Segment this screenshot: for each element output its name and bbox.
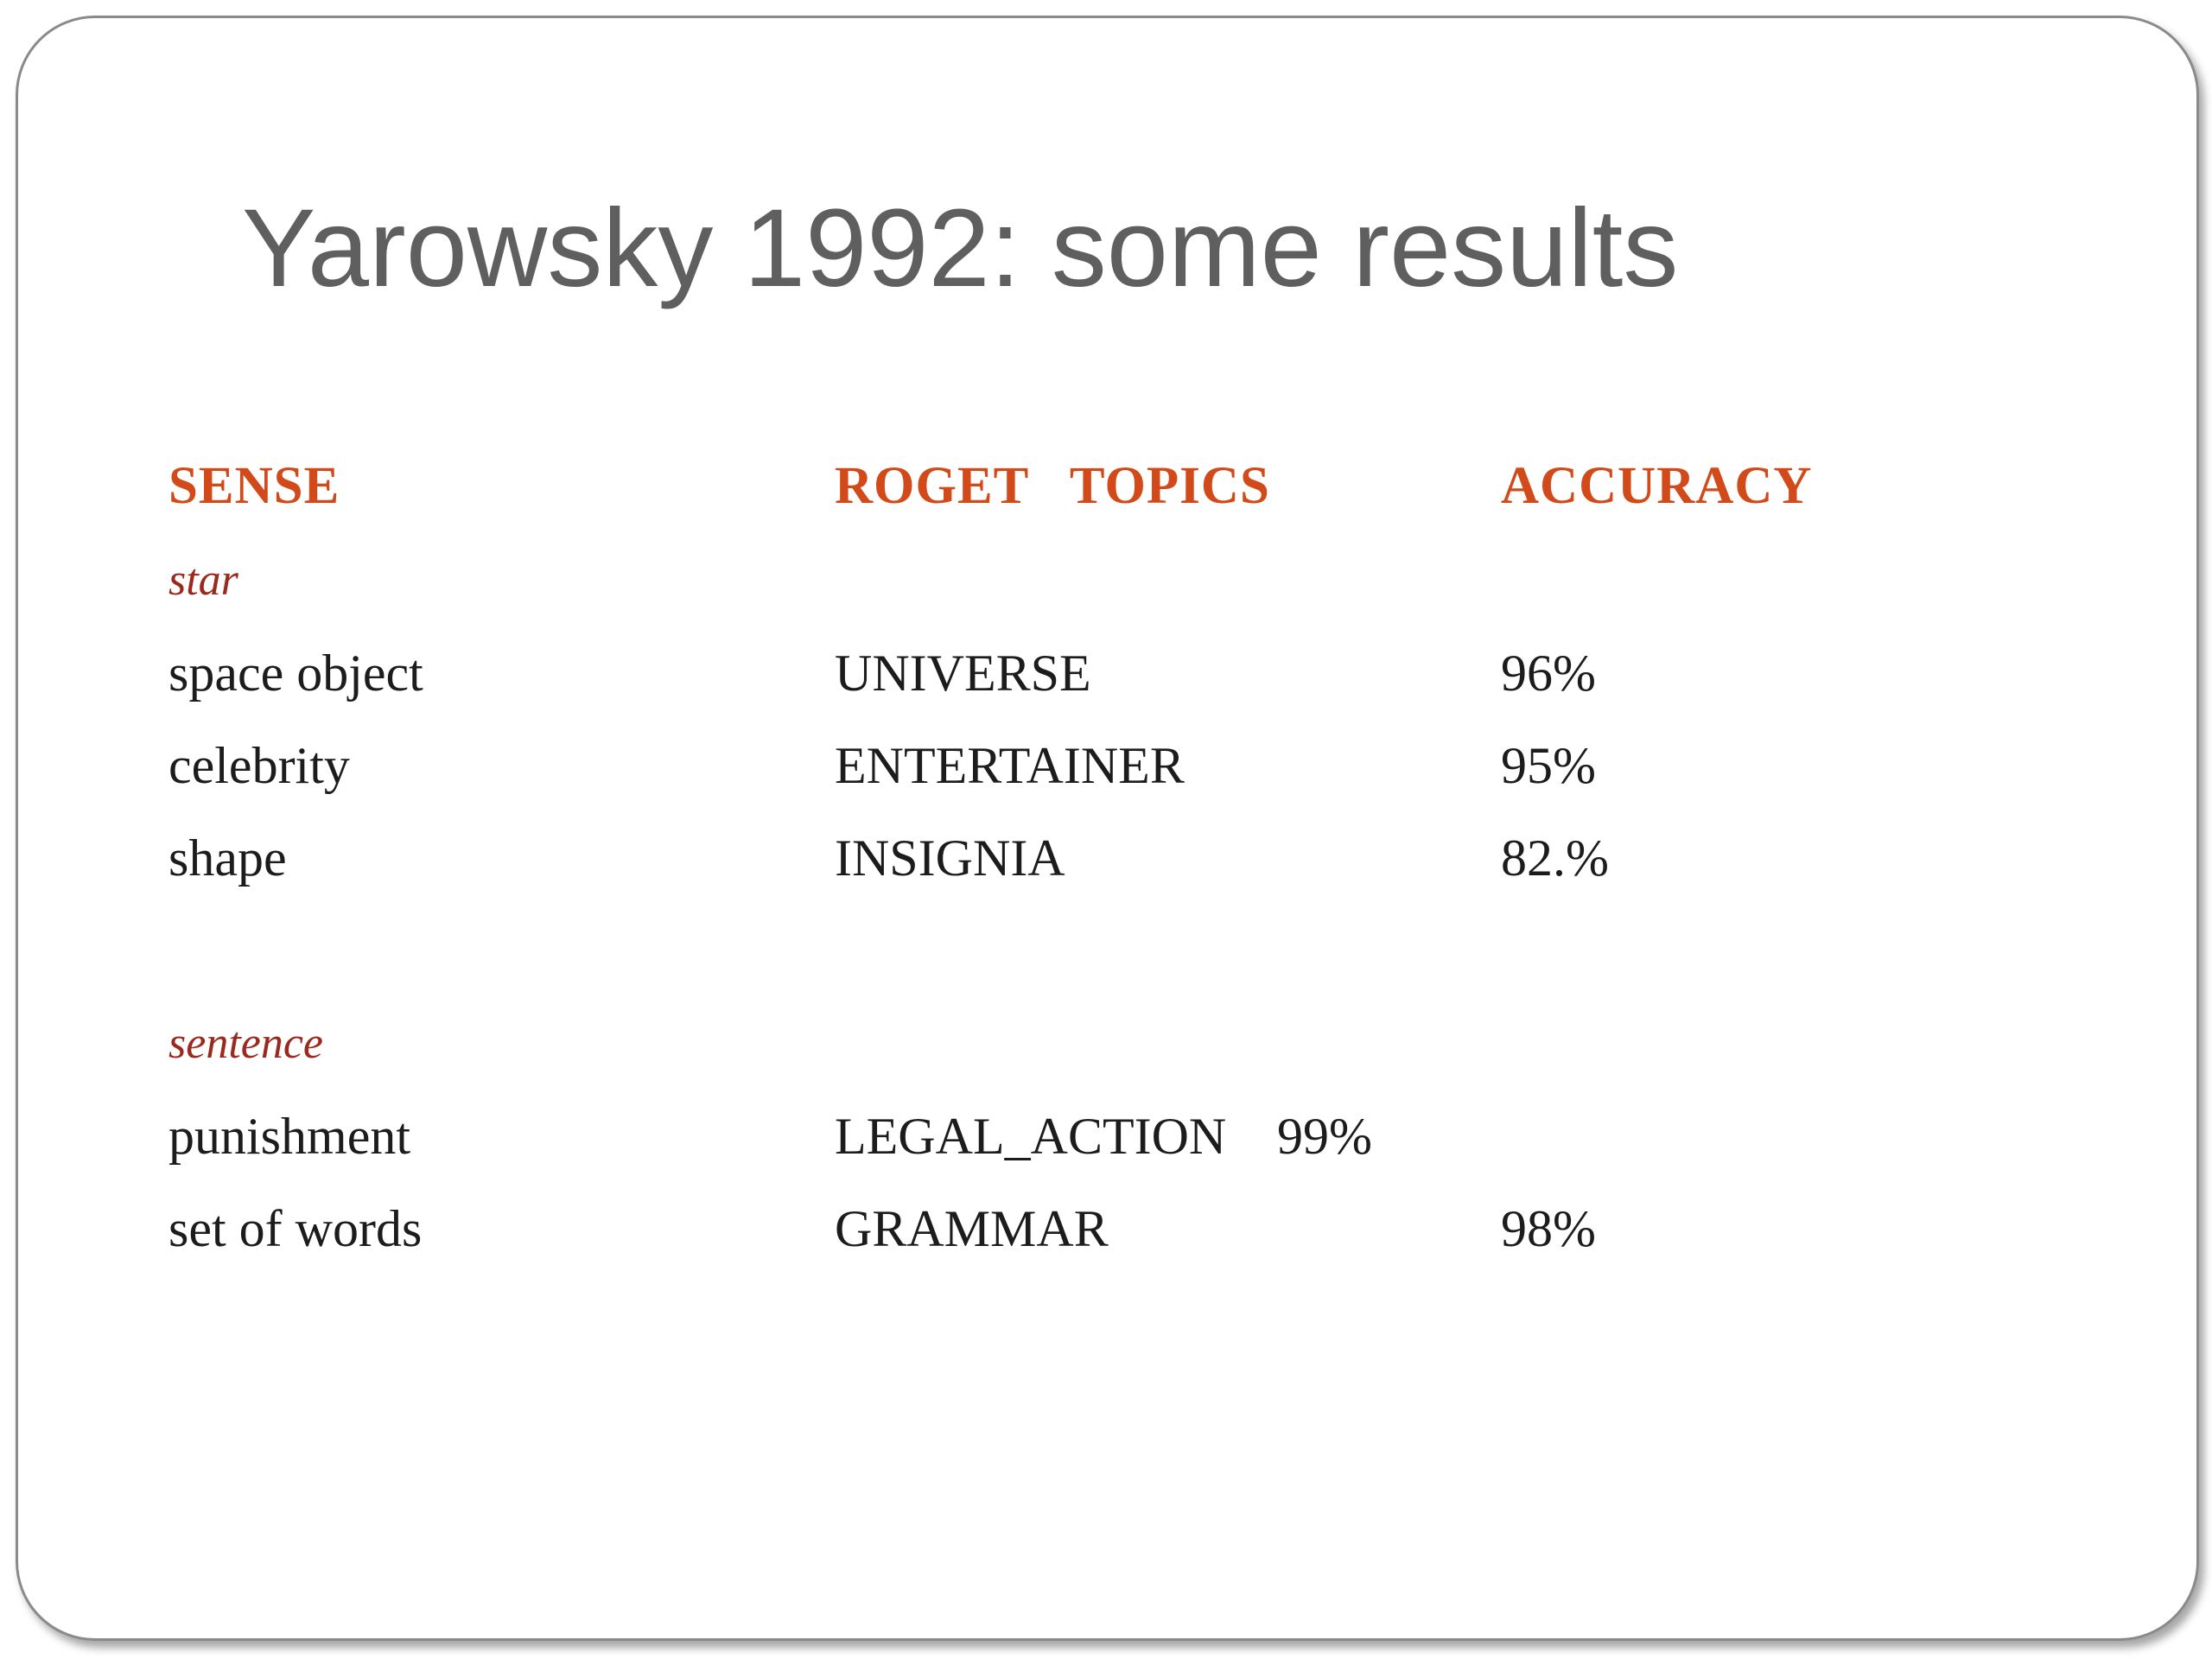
row-accuracy: 98% — [1501, 1200, 1596, 1257]
row-sense: shape — [168, 830, 287, 887]
header-accuracy: ACCURACY — [1501, 457, 1813, 515]
group-word-star: star — [168, 556, 238, 605]
row-sense: space object — [168, 645, 423, 702]
row-accuracy: 99% — [1277, 1108, 1372, 1165]
row-topic: INSIGNIA — [835, 830, 1065, 887]
header-sense: SENSE — [168, 457, 340, 515]
header-roget-topics: ROGET TOPICS — [835, 457, 1270, 515]
row-topic: ENTERTAINER — [835, 737, 1185, 794]
row-topic: LEGAL_ACTION — [835, 1108, 1227, 1165]
row-sense: celebrity — [168, 737, 350, 794]
row-sense: set of words — [168, 1200, 423, 1257]
row-accuracy: 96% — [1501, 645, 1596, 702]
row-sense: punishment — [168, 1108, 410, 1165]
slide-title: Yarowsky 1992: some results — [242, 187, 1679, 310]
row-topic: UNIVERSE — [835, 645, 1091, 702]
row-topic: GRAMMAR — [835, 1200, 1109, 1257]
row-accuracy: 82.% — [1501, 830, 1609, 887]
group-word-sentence: sentence — [168, 1019, 324, 1068]
row-accuracy: 95% — [1501, 737, 1596, 794]
